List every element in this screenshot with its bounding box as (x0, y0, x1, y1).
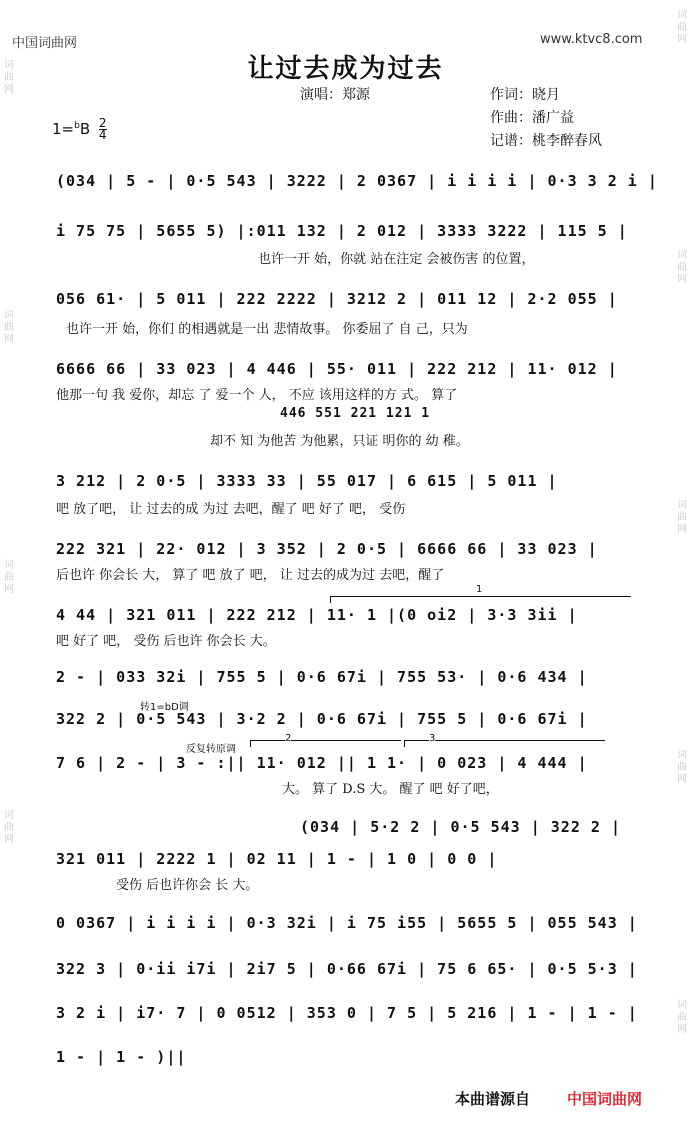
repeat-note: 反复转原调 (186, 744, 236, 755)
volta-3-label: 3 (429, 733, 436, 744)
lyric-line-7: 大。 算了 D.S 大。 醒了 吧 好了吧， (282, 782, 499, 797)
score-line-14: 322 3 | 0·ii i7i | 2i7 5 | 0·66 67i | 75 6 65· | 0·5 5·3 | (56, 960, 638, 978)
watermark-right-5: 词曲网 (677, 1000, 687, 1035)
source-label: 本曲谱源自 (455, 1090, 531, 1108)
page-title: 让过去成为过去 (247, 54, 444, 84)
key-note: B (79, 120, 91, 138)
score-line-1: (034 | 5 - | 0·5 543 | 3222 | 2 0367 | i i i i | 0·3 3 2 i | (56, 172, 658, 190)
key-flat: b (74, 121, 80, 131)
lyric-line-4: 吧 放了吧， 让 过去的成 为过 去吧，醒了 吧 好了 吧， 受伤 (56, 502, 406, 517)
score-line-3: 056 61· | 5 011 | 222 2222 | 3212 2 | 011 12 | 2·2 055 | (56, 290, 618, 308)
watermark-right-1: 词曲网 (677, 10, 687, 45)
score-line-9: 322 2 | 0·5 543 | 3·2 2 | 0·6 67i | 755 5 | 0·6 67i | (56, 710, 588, 728)
lyric-line-6: 吧 好了 吧， 受伤 后也许 你会长 大。 (56, 634, 276, 649)
time-top: 2 (98, 116, 107, 130)
source-site-link[interactable]: 中国词曲网 (567, 1090, 643, 1108)
time-signature (99, 118, 107, 141)
score-line-6: 222 321 | 22· 012 | 3 352 | 2 0·5 | 6666 66 | 33 023 | (56, 540, 598, 558)
time-bottom: 4 (98, 128, 107, 142)
site-name-left: 中国词曲网 (12, 36, 78, 51)
score-line-16: 1 - | 1 - )|| (56, 1048, 187, 1066)
watermark-left-2: 词曲网 (4, 310, 14, 345)
watermark-right-4: 词曲网 (677, 750, 687, 785)
volta-1-label: 1 (476, 584, 483, 595)
watermark-left-1: 词曲网 (4, 60, 14, 95)
site-url: www.ktvc8.com (540, 32, 643, 47)
modulation-note: 转1=bD调 (140, 702, 189, 713)
lyric-line-1: 也许一开 始，你就 站在注定 会被伤害 的位置， (258, 252, 535, 267)
score-line-4: 6666 66 | 33 023 | 4 446 | 55· 011 | 222 212 | 11· 012 | (56, 360, 618, 378)
watermark-right-3: 词曲网 (677, 500, 687, 535)
score-line-alt: 446 551 221 121 1 (280, 406, 431, 421)
key-prefix: 1= (52, 120, 75, 138)
key-signature (52, 118, 107, 141)
watermark-left-3: 词曲网 (4, 560, 14, 595)
score-line-15: 3 2 i | i7· 7 | 0 0512 | 353 0 | 7 5 | 5 216 | 1 - | 1 - | (56, 1004, 638, 1022)
lyric-line-3: 他那一句 我 爱你，却忘 了 爱一个 人， 不应 该用这样的方 式。 算了 (56, 388, 458, 403)
score-line-11: (034 | 5·2 2 | 0·5 543 | 322 2 | (300, 818, 621, 836)
lyric-line-2: 也许一开 始，你们 的相遇就是一出 悲情故事。 你委屈了 自 己，只为 (66, 322, 468, 337)
singer-credit: 演唱：郑源 (300, 87, 370, 103)
composer-credit: 作曲：潘广益 (490, 110, 574, 126)
volta-2-bracket (250, 733, 401, 747)
lyricist-credit: 作词：晓月 (490, 87, 560, 103)
score-line-10: 7 6 | 2 - | 3 - :|| 11· 012 || 1 1· | 0 023 | 4 444 | (56, 754, 588, 772)
score-line-13: 0 0367 | i i i i | 0·3 32i | i 75 i55 | 5655 5 | 055 543 | (56, 914, 638, 932)
transcriber-credit: 记谱：桃李醉春风 (490, 133, 602, 149)
score-line-5: 3 212 | 2 0·5 | 3333 33 | 55 017 | 6 615 | 5 011 | (56, 472, 558, 490)
score-line-12: 321 011 | 2222 1 | 02 11 | 1 - | 1 0 | 0 0 | (56, 850, 498, 868)
watermark-left-4: 词曲网 (4, 810, 14, 845)
lyric-line-5: 后也许 你会长 大， 算了 吧 放了 吧， 让 过去的成为过 去吧，醒了 (56, 568, 445, 583)
volta-3-bracket (404, 733, 605, 747)
watermark-right-2: 词曲网 (677, 250, 687, 285)
volta-1-bracket (330, 584, 631, 603)
lyric-line-8: 受伤 后也许你会 长 大。 (116, 878, 259, 893)
volta-2-label: 2 (285, 733, 292, 744)
score-line-2: i 75 75 | 5655 5) |:011 132 | 2 012 | 3333 3222 | 115 5 | (56, 222, 628, 240)
lyric-line-alt: 却不 知 为他苦 为他累，只证 明你的 幼 稚。 (210, 434, 469, 449)
score-line-7: 4 44 | 321 011 | 222 212 | 11· 1 |(0 oi2 | 3·3 3ii | (56, 606, 578, 624)
score-line-8: 2 - | 033 32i | 755 5 | 0·6 67i | 755 53· | 0·6 434 | (56, 668, 588, 686)
